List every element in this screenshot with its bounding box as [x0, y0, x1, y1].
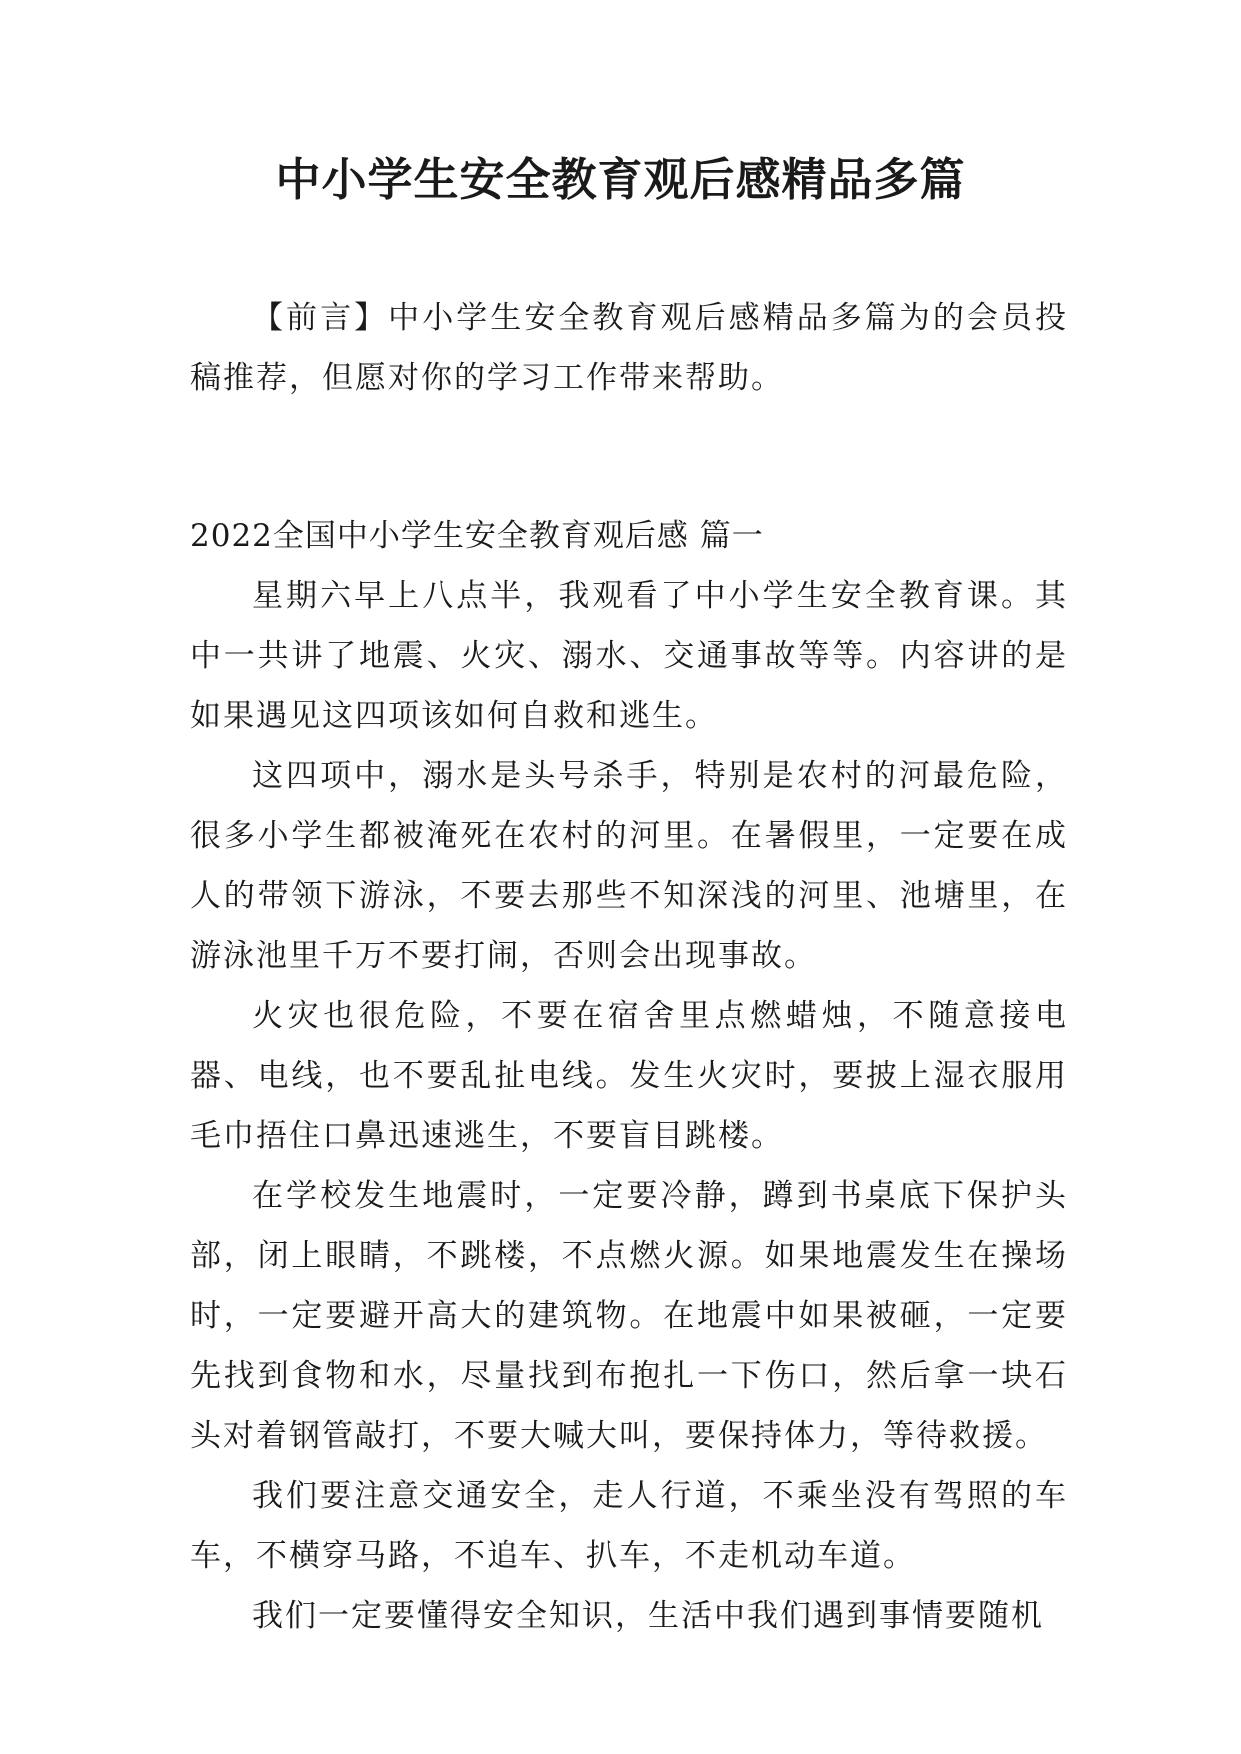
document-body [190, 288, 1068, 1646]
document-title: 中小学生安全教育观后感精品多篇 [275, 153, 966, 206]
section-heading: 2022全国中小学生安全教育观后感 篇一 [190, 518, 764, 554]
body-paragraph: 我们一定要懂得安全知识，生活中我们遇到事情要随机 [252, 1598, 1044, 1634]
body-paragraph: 星期六早上八点半，我观看了中小学生安全教育课。其中一共讲了地震、火灾、溺水、交通事故等等。内容讲的是如果遇见这四项该如何自救和逃生。 [190, 578, 1068, 734]
body-paragraph: 我们要注意交通安全，走人行道，不乘坐没有驾照的车车，不横穿马路，不追车、扒车，不走机动车道。 [190, 1478, 1068, 1574]
preface-paragraph: 【前言】中小学生安全教育观后感精品多篇为的会员投稿推荐，但愿对你的学习工作带来帮助。 [190, 300, 1068, 396]
body-paragraph: 在学校发生地震时，一定要冷静，蹲到书桌底下保护头部，闭上眼睛，不跳楼，不点燃火源。如果地震发生在操场时，一定要避开高大的建筑物。在地震中如果被砸，一定要先找到食物和水，尽量找到布抱扎一下伤口，然后拿一块石头对着钢管敲打，不要大喊大叫，要保持体力，等待救援。 [190, 1178, 1068, 1454]
body-paragraph: 这四项中，溺水是头号杀手，特别是农村的河最危险，很多小学生都被淹死在农村的河里。在暑假里，一定要在成人的带领下游泳，不要去那些不知深浅的河里、池塘里，在游泳池里千万不要打闹，否则会出现事故。 [190, 758, 1068, 974]
body-paragraph: 火灾也很危险，不要在宿舍里点燃蜡烛，不随意接电器、电线，也不要乱扯电线。发生火灾时，要披上湿衣服用毛巾捂住口鼻迅速逃生，不要盲目跳楼。 [190, 998, 1068, 1154]
